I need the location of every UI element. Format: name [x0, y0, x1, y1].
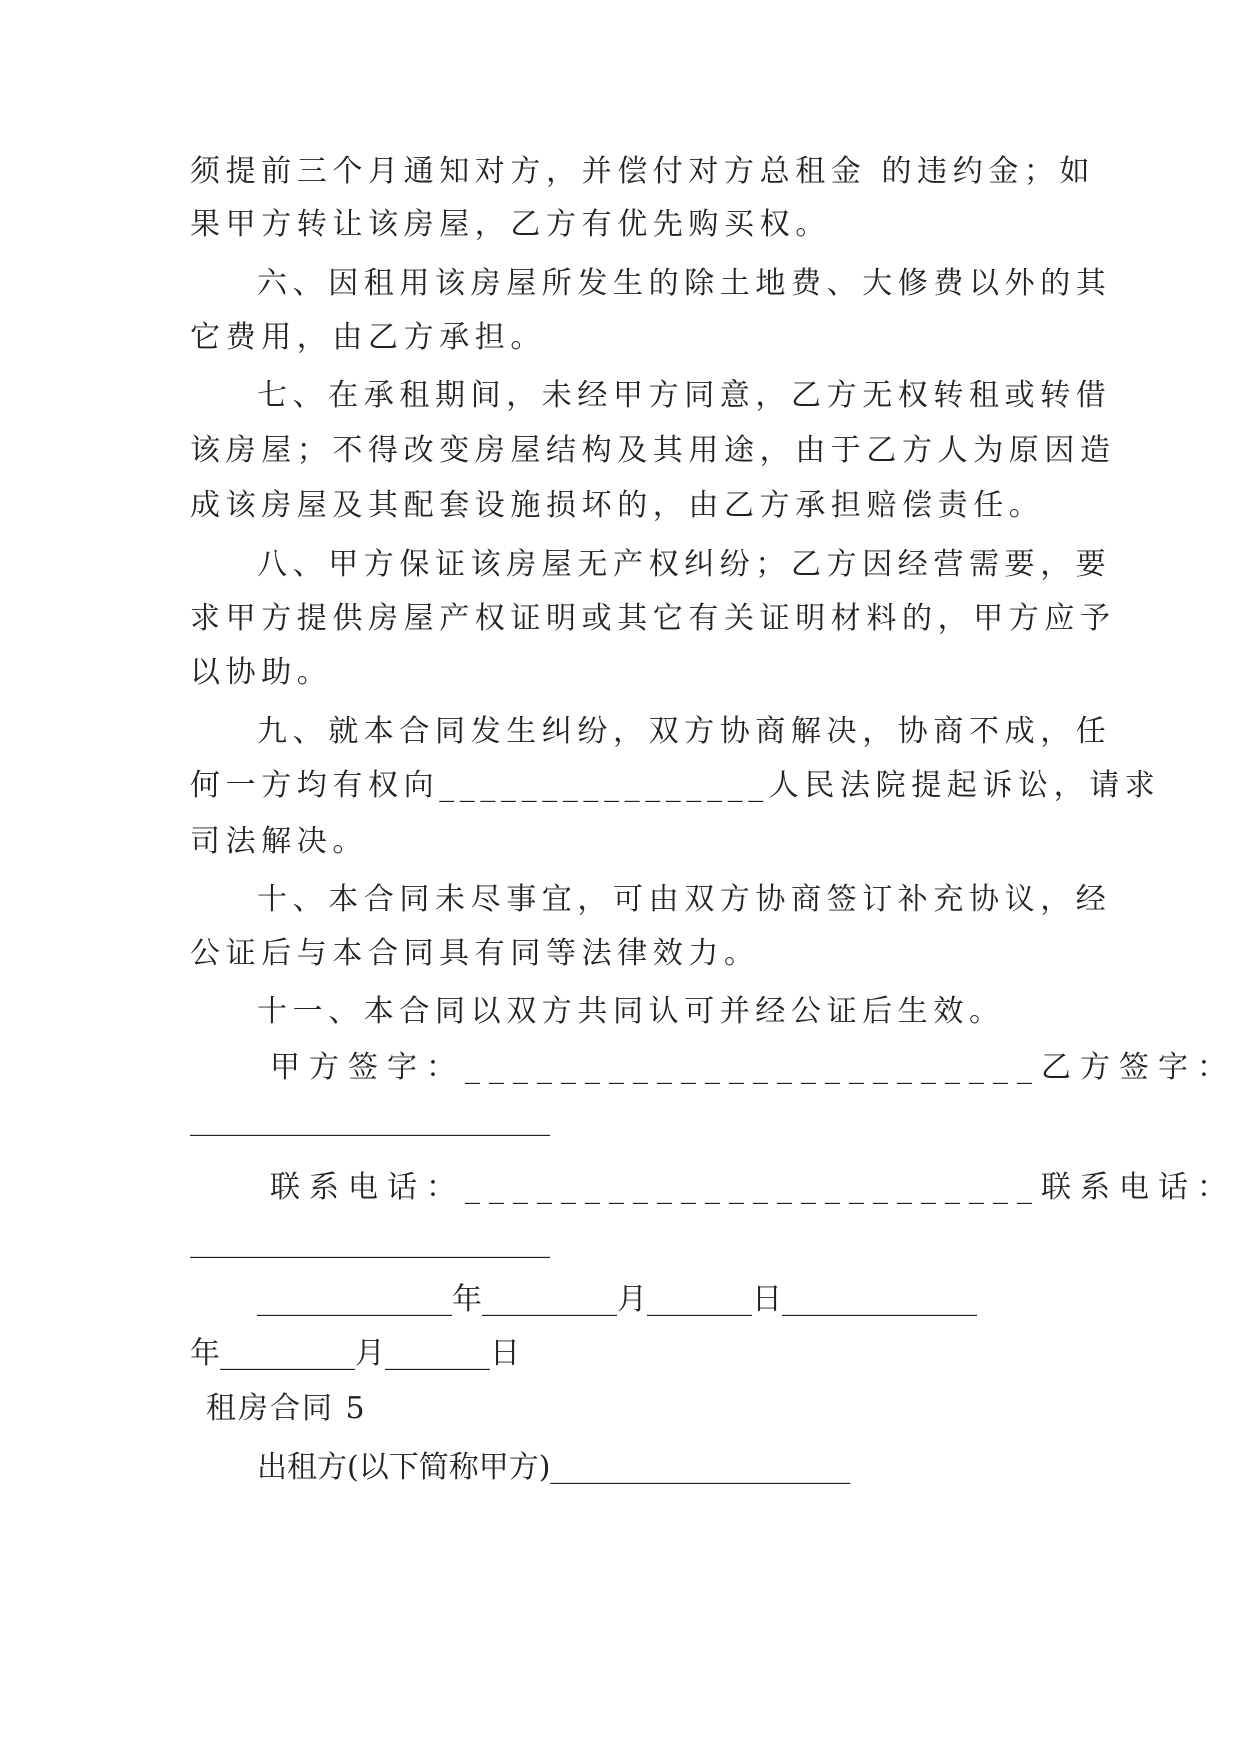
text-line: 公证后与本合同具有同等法律效力。	[190, 936, 760, 971]
signature-blank: ________________________	[190, 1102, 550, 1137]
text-line: 求甲方提供房屋产权证明或其它有关证明材料的，甲方应予	[190, 601, 1116, 636]
clause-11-line: 十一、本合同以双方共同认可并经公证后生效。	[257, 994, 1005, 1029]
text-line: 它费用，由乙方承担。	[190, 320, 546, 355]
text-line: 以协助。	[190, 655, 333, 690]
text-line: 该房屋；不得改变房屋结构及其用途，由于乙方人为原因造	[190, 433, 1116, 468]
text-line: 须提前三个月通知对方，并偿付对方总租金 的违约金；如	[190, 154, 1096, 189]
signature-line: 甲方签字：________________________乙方签字：	[270, 1050, 1236, 1085]
text-line: 成该房屋及其配套设施损坏的，由乙方承担赔偿责任。	[190, 488, 1045, 523]
clause-10-line: 十、本合同未尽事宜，可由双方协商签订补充协议，经	[257, 882, 1112, 917]
phone-line: 联系电话：________________________联系电话：	[270, 1170, 1236, 1205]
clause-6-line: 六、因租用该房屋所发生的除土地费、大修费以外的其	[257, 266, 1112, 301]
section-heading: 租房合同 5	[206, 1391, 367, 1426]
clause-9-line: 九、就本合同发生纠纷，双方协商解决，协商不成，任	[257, 714, 1112, 749]
clause-7-line: 七、在承租期间，未经甲方同意，乙方无权转租或转借	[257, 378, 1112, 413]
phone-blank: ________________________	[190, 1224, 550, 1259]
text-line: 司法解决。	[190, 824, 368, 859]
text-line: 果甲方转让该房屋，乙方有优先购买权。	[190, 207, 831, 242]
date-line: _____________年_________月_______日_____________	[257, 1282, 977, 1317]
date-line: 年_________月_______日	[190, 1336, 520, 1371]
text-line: 何一方均有权向________________人民法院提起诉讼，请求	[190, 768, 1161, 803]
clause-8-line: 八、甲方保证该房屋无产权纠纷；乙方因经营需要，要	[257, 547, 1112, 582]
lessor-line: 出租方(以下简称甲方)____________________	[257, 1450, 851, 1485]
